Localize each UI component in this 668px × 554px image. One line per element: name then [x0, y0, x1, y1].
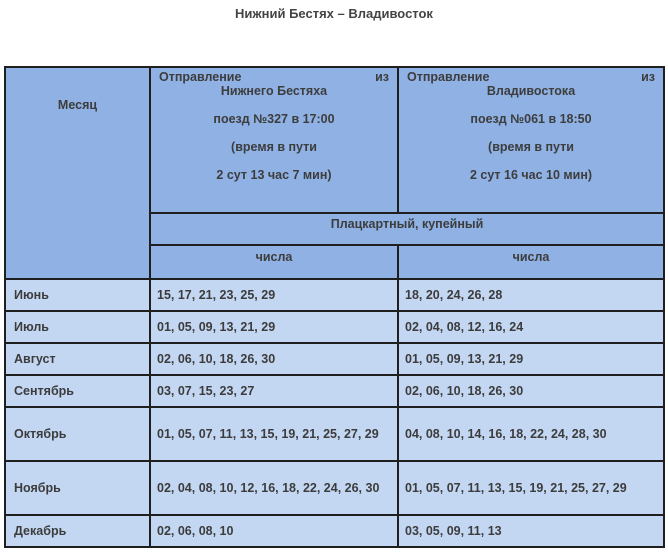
dates-a-cell: 01, 05, 09, 13, 21, 29: [150, 311, 398, 343]
table-row: [5, 343, 664, 375]
departure-b-station: Владивостока: [486, 84, 576, 98]
dates-b-cell: 01, 05, 09, 13, 21, 29: [398, 343, 664, 375]
month-cell: Ноябрь: [5, 461, 150, 515]
page-title: Нижний Бестях – Владивосток: [235, 6, 433, 21]
departure-b-travel-time: 2 сут 16 час 10 мин): [469, 168, 593, 182]
month-cell: Август: [5, 343, 150, 375]
departure-b-from: из: [641, 70, 655, 84]
dates-b-cell: 01, 05, 07, 11, 13, 15, 19, 21, 25, 27, 29: [398, 461, 664, 515]
month-cell: Июнь: [5, 279, 150, 311]
departure-b-header: [398, 67, 664, 213]
car-types-header: Плацкартный, купейный: [150, 213, 664, 245]
dates-a-cell: 02, 04, 08, 10, 12, 16, 18, 22, 24, 26, 30: [150, 461, 398, 515]
dates-a-cell: 03, 07, 15, 23, 27: [150, 375, 398, 407]
month-column-header: Месяц: [5, 67, 150, 279]
month-cell: Октябрь: [5, 407, 150, 461]
dates-a-cell: 02, 06, 10, 18, 26, 30: [150, 343, 398, 375]
table-row: [5, 461, 664, 515]
departure-b-travel-label: (время в пути: [488, 140, 574, 154]
dates-a-cell: 15, 17, 21, 23, 25, 29: [150, 279, 398, 311]
table-row: [5, 515, 664, 547]
departure-b-train: поезд №061 в 18:50: [470, 112, 592, 126]
month-cell: Июль: [5, 311, 150, 343]
dates-b-cell: 02, 06, 10, 18, 26, 30: [398, 375, 664, 407]
schedule-table: [4, 66, 665, 548]
departure-a-travel-label: (время в пути: [231, 140, 317, 154]
departure-b-label: Отправление: [407, 70, 490, 84]
departure-a-from: из: [375, 70, 389, 84]
table-row: [5, 279, 664, 311]
dates-b-cell: 18, 20, 24, 26, 28: [398, 279, 664, 311]
departure-a-label: Отправление: [159, 70, 242, 84]
dates-b-cell: 03, 05, 09, 11, 13: [398, 515, 664, 547]
dates-a-header: числа: [150, 245, 398, 279]
departure-a-station: Нижнего Бестяха: [220, 84, 328, 98]
dates-a-cell: 01, 05, 07, 11, 13, 15, 19, 21, 25, 27, 29: [150, 407, 398, 461]
dates-b-cell: 02, 04, 08, 12, 16, 24: [398, 311, 664, 343]
departure-a-header: [150, 67, 398, 213]
month-cell: Декабрь: [5, 515, 150, 547]
departure-a-train: поезд №327 в 17:00: [213, 112, 335, 126]
table-row: [5, 375, 664, 407]
dates-b-cell: 04, 08, 10, 14, 16, 18, 22, 24, 28, 30: [398, 407, 664, 461]
departure-a-travel-time: 2 сут 13 час 7 мин): [216, 168, 332, 182]
dates-a-cell: 02, 06, 08, 10: [150, 515, 398, 547]
month-cell: Сентябрь: [5, 375, 150, 407]
table-row: [5, 311, 664, 343]
table-row: [5, 407, 664, 461]
header-row-departures: [5, 67, 664, 213]
dates-b-header: числа: [398, 245, 664, 279]
